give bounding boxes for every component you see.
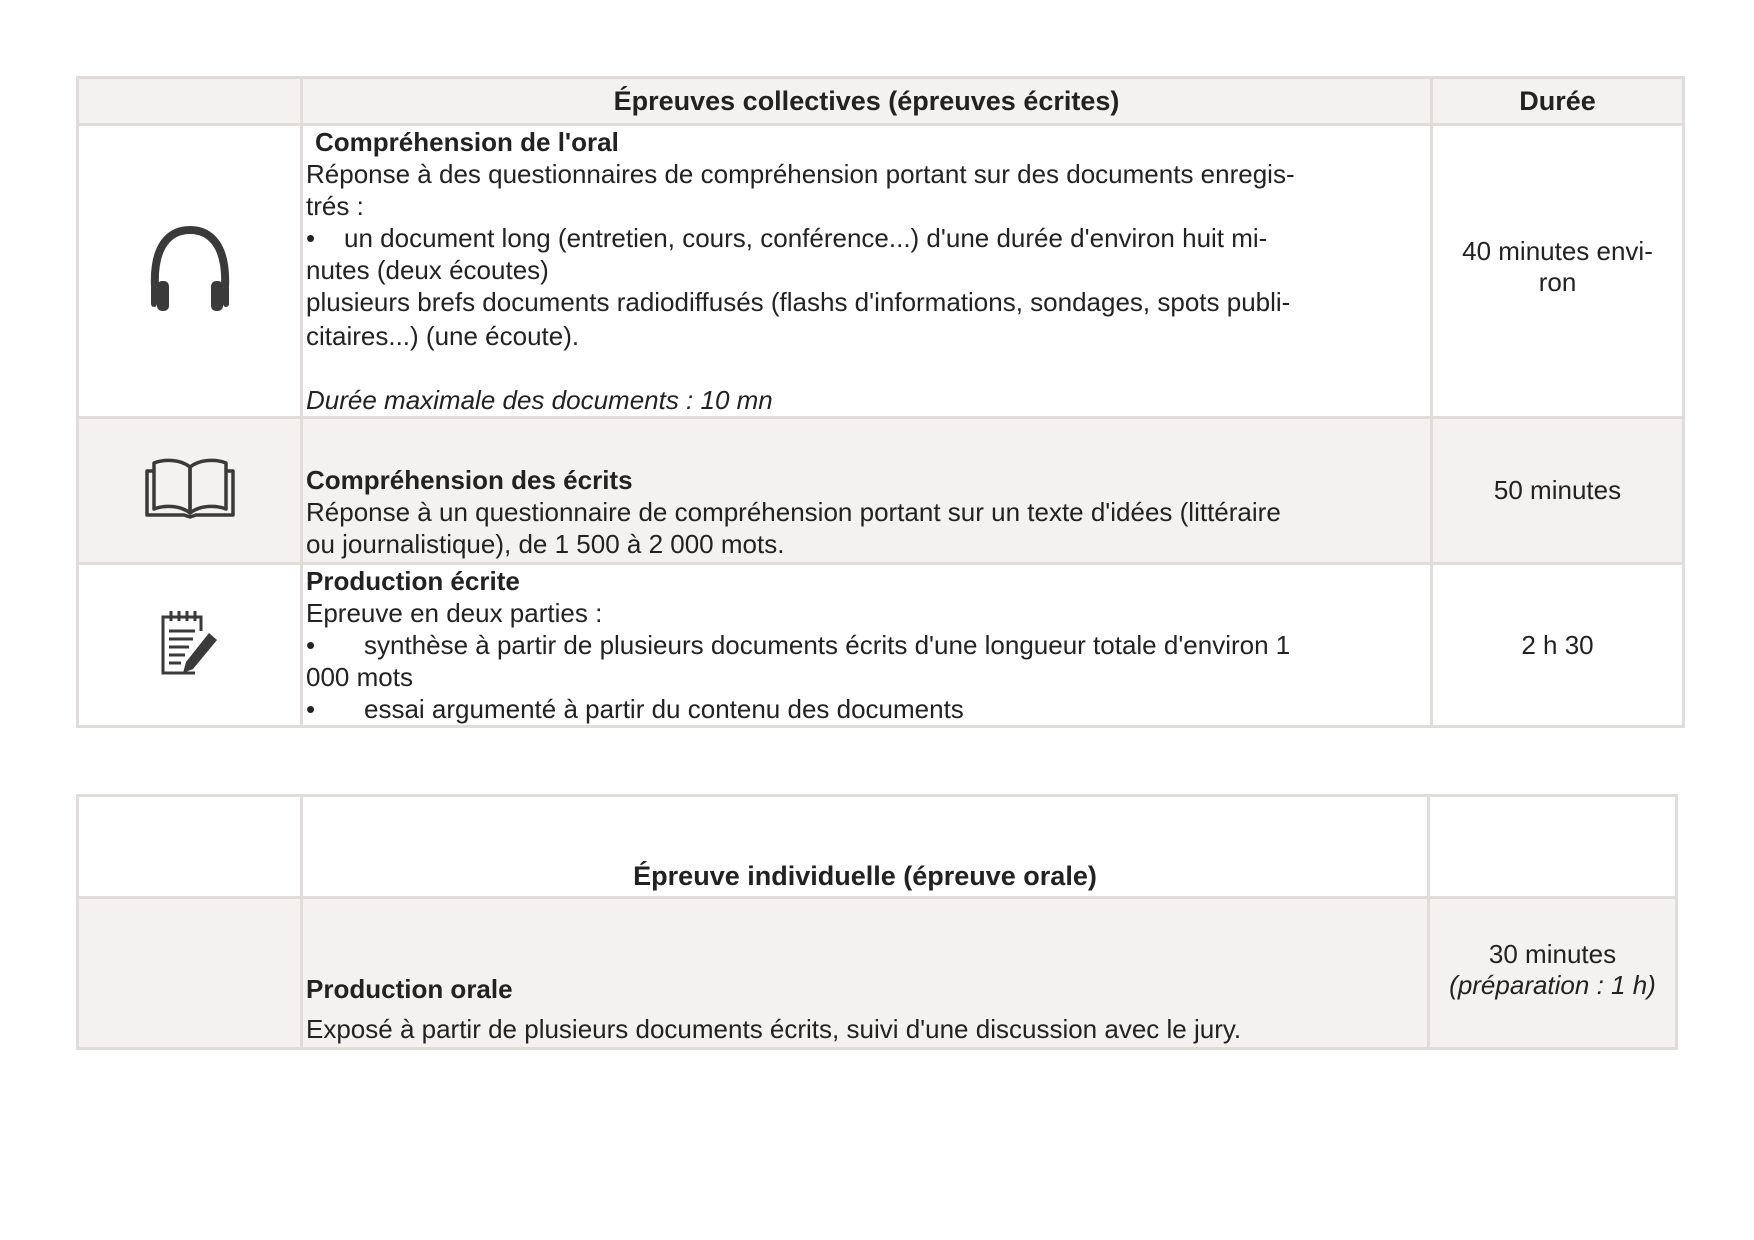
- header-title: Épreuve individuelle (épreuve orale): [302, 796, 1429, 898]
- section-title: Production orale: [306, 974, 513, 1004]
- section-title: Production écrite: [306, 566, 520, 596]
- bullet-text: essai argumenté à partir du contenu des documents: [364, 694, 964, 724]
- header-duration: [1429, 796, 1677, 898]
- bullet-item: [306, 693, 1424, 725]
- table-row: [78, 125, 1684, 418]
- header-title: Épreuves collectives (épreuves écrites): [302, 78, 1432, 125]
- description-cell: [302, 418, 1432, 564]
- description-line: 000 mots: [306, 662, 413, 692]
- bullet-item: [306, 222, 1424, 254]
- duration-line: 40 minutes envi-: [1462, 236, 1653, 266]
- description-cell: [302, 125, 1432, 418]
- bullet-item: [306, 629, 1424, 661]
- duration-cell: 2 h 30: [1432, 564, 1684, 727]
- headphones-icon: [145, 300, 235, 317]
- note-text: Durée maximale des documents : 10 mn: [306, 385, 773, 415]
- table-header-row: [78, 796, 1677, 898]
- duration-cell: [1432, 125, 1684, 418]
- description-line: Epreuve en deux parties :: [306, 598, 603, 628]
- description-line: Exposé à partir de plusieurs documents écrits, suivi d'une discussion avec le jury.: [306, 1014, 1242, 1044]
- bullet-text: synthèse à partir de plusieurs documents écrits d'une longueur totale d'environ 1: [364, 630, 1291, 660]
- icon-cell: [78, 898, 302, 1049]
- section-title: Compréhension de l'oral: [315, 127, 619, 157]
- description-line: trés :: [306, 191, 364, 221]
- icon-cell: [78, 564, 302, 727]
- description-line: Réponse à des questionnaires de compréhension portant sur des documents enregis-: [306, 159, 1295, 189]
- bullet: •: [306, 223, 316, 253]
- duration-cell: [1429, 898, 1677, 1049]
- description-line: ou journalistique), de 1 500 à 2 000 mots.: [306, 529, 785, 559]
- duration-note: (préparation : 1 h): [1449, 970, 1656, 1000]
- section-title: Compréhension des écrits: [306, 465, 633, 495]
- table-row: [78, 418, 1684, 564]
- table-header-row: [78, 78, 1684, 125]
- description-cell: [302, 898, 1429, 1049]
- description-cell: [302, 564, 1432, 727]
- icon-cell: [78, 418, 302, 564]
- bullet-text: un document long (entretien, cours, conférence...) d'une durée d'environ huit mi-: [344, 223, 1268, 253]
- description-line: nutes (deux écoutes): [306, 255, 549, 285]
- description-line: plusieurs brefs documents radiodiffusés (flashs d'informations, sondages, spots publi-: [306, 287, 1291, 317]
- duration-line: ron: [1538, 267, 1577, 297]
- collective-exams-table: [76, 76, 1685, 728]
- table-row: [78, 898, 1677, 1049]
- header-icon-col: [78, 78, 302, 125]
- notepad-pencil-icon: [159, 664, 221, 681]
- header-duration: Durée: [1432, 78, 1684, 125]
- duration-cell: 50 minutes: [1432, 418, 1684, 564]
- bullet: •: [306, 694, 316, 724]
- description-line: Réponse à un questionnaire de compréhension portant sur un texte d'idées (littéraire: [306, 497, 1281, 527]
- icon-cell: [78, 125, 302, 418]
- header-icon-col: [78, 796, 302, 898]
- duration-value: 30 minutes: [1488, 939, 1617, 969]
- open-book-icon: [144, 506, 236, 523]
- bullet: •: [306, 630, 316, 660]
- individual-exam-table: [76, 794, 1678, 1050]
- description-line: citaires...) (une écoute).: [306, 321, 580, 351]
- table-row: [78, 564, 1684, 727]
